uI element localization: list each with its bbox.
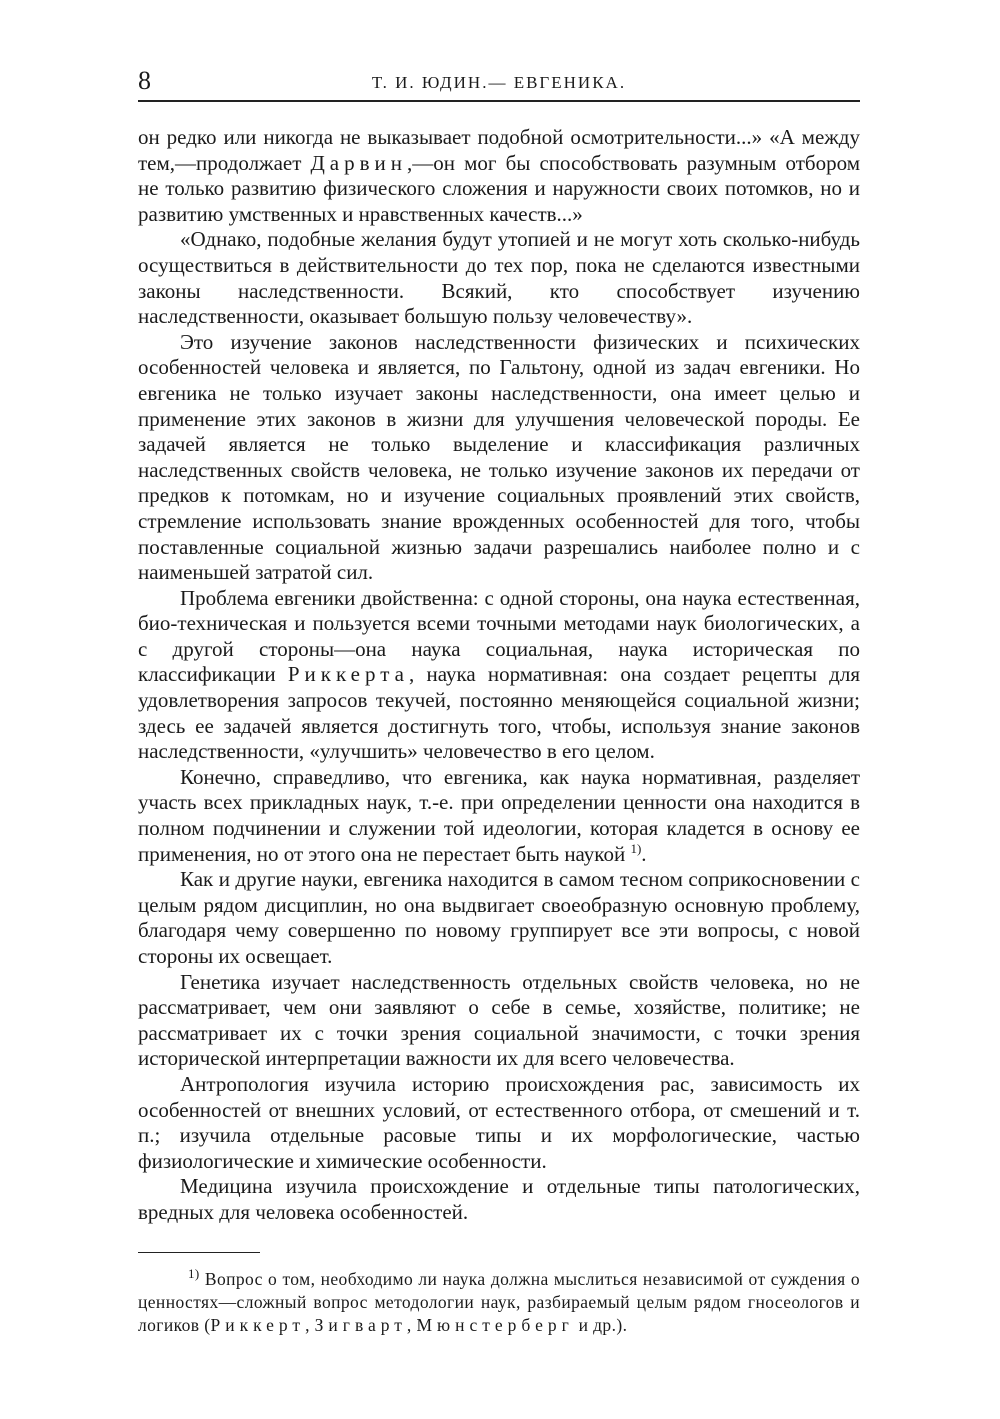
author-name-darwin: Дарвин: [310, 150, 408, 175]
footnote-separator-1: ,: [305, 1315, 315, 1335]
paragraph-5-text-b: .: [641, 841, 647, 866]
paragraph-4: [138, 586, 860, 765]
paragraph-5-text-a: Конечно, справедливо, что евгеника, как наука нормативная, разделяет участь всех прикладных наук, т.-е. при определении ценности она находится в полном подчинении и служении той идеологии, которая кладется в основу ее применения, но от этого она не перестает быть наукой: [138, 764, 860, 866]
paragraph-5: [138, 765, 860, 867]
author-name-rickert: Риккерта: [287, 662, 409, 687]
footnote-reference[interactable]: 1): [630, 840, 642, 856]
author-name-sigwart: Зигварт: [314, 1315, 407, 1335]
page-number: 8: [138, 66, 151, 95]
footnote-separator-2: ,: [406, 1315, 417, 1335]
paragraph-9: Медицина изучила происхождение и отдельные типы патологических, вредных для человека особенностей.: [138, 1174, 860, 1224]
paragraph-4-text-a: Проблема евгеники двойственна: с одной стороны, она наука естественная, био-техническая и пользуется всеми точными методами наук биологических, а с другой стороны—она наука социальная, наука историческая по классификации: [138, 585, 860, 687]
paragraph-4-text-b: , наука нормативная: она создает рецепты для удовлетворения запросов текучей, постоянно меняющейся социальной жизни; здесь ее задачей является достигнуть того, чтобы, используя знание законов наследственности, «улучшить» человечество в его целом.: [138, 662, 860, 764]
paragraph-2: «Однако, подобные желания будут утопией и не могут хоть сколько-нибудь осуществиться в действительности до тех пор, пока не сделаются известными законы наследственности. Всякий, кто способствует изучению наследственности, оказывает большую пользу человечеству».: [138, 227, 860, 329]
footnote-text-a: Вопрос о том, необходимо ли наука должна мыслиться независимой от суждения о ценностях—сложный вопрос методологии наук, разбираемый целым рядом гносеологов и логиков (: [138, 1269, 860, 1335]
running-title: Т. И. ЮДИН.— ЕВГЕНИКА.: [371, 73, 627, 92]
footnote: [138, 1268, 860, 1337]
author-name-rickert-footnote: Риккерт: [210, 1315, 306, 1335]
footnote-text-b: и др.).: [573, 1315, 628, 1335]
paragraph-3: Это изучение законов наследственности физических и психических особенностей человека и является, по Гальтону, одной из задач евгеники. Но евгеника не только изучает законы наследственности, она имеет целью и применение этих законов в жизни для улучшения человеческой породы. Ее задачей является не только выделение и классификация различных наследственных свойств человека, не только изучение законов их передачи от предков к потомкам, но и изучение социальных проявлений этих свойств, стремление использовать знание врожденных особенностей для того, чтобы поставленные социальной жизнью задачи разрешались наиболее полно и с наименьшей затратой сил.: [138, 329, 860, 585]
paragraph-1-text-b: ,—он мог бы способствовать разумным отбором не только развитию физического сложения и наружности своих потомков, но и развитию умственных и нравственных качеств...»: [138, 150, 860, 226]
paragraph-1-text-a: он редко или никогда не выказывает подобной осмотрительности...» «А между тем,—продолжает: [138, 125, 860, 175]
author-name-munsterberg: Мюнстерберг: [416, 1315, 574, 1335]
paragraph-6: Как и другие науки, евгеника находится в самом тесном соприкосновении с целым рядом дисциплин, но она выдвигает своеобразную основную проблему, благодаря чему совершенно по новому группирует все эти вопросы, с новой стороны их освещает.: [138, 867, 860, 968]
paragraph-8: Антропология изучила историю происхождения рас, зависимость их особенностей от внешних условий, от естественного отбора, от смешений и т. п.; изучила отдельные расовые типы и их морфологические, частью физиологические и химические особенности.: [138, 1071, 860, 1173]
footnote-text: [138, 1268, 860, 1337]
footnote-rule: [138, 1252, 260, 1253]
paragraph-1: [138, 125, 860, 227]
footnote-marker: 1): [188, 1266, 200, 1282]
page-header: [138, 66, 860, 100]
paragraph-7: Генетика изучает наследственность отдельных свойств человека, но не рассматривает, чем они заявляют о себе в семье, хозяйстве, политике; не рассматривает их с точки зрения социальной значимости, с точки зрения исторической интерпретации важности их для всего человечества.: [138, 969, 860, 1071]
main-text: [138, 125, 860, 1226]
header-rule: [138, 100, 860, 102]
